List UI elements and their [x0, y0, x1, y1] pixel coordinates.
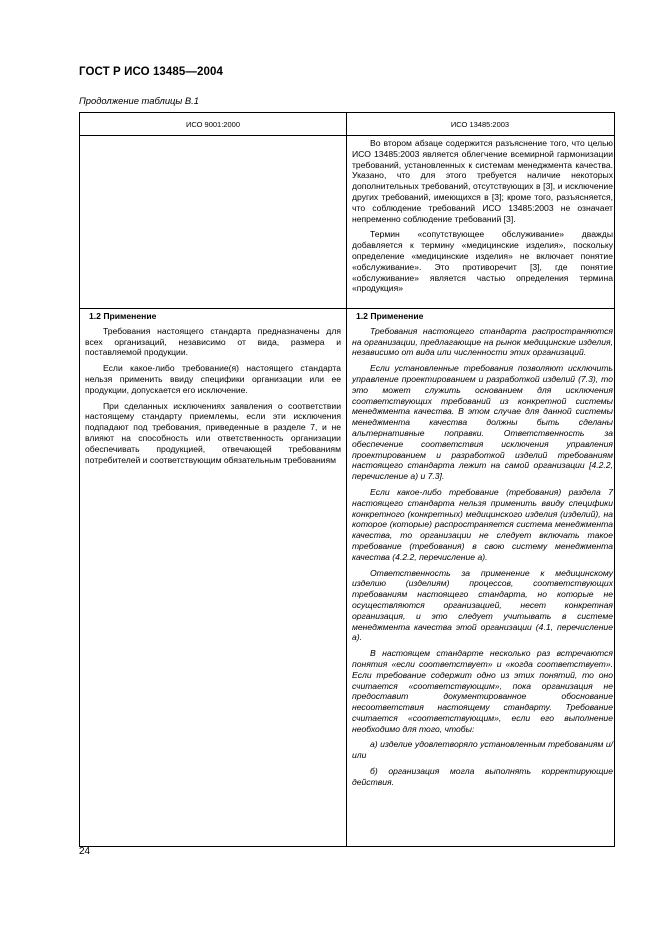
list-item: б) организация могла выполнять корректирующие действия. [352, 766, 613, 787]
section-heading: 1.2 Применение [356, 311, 424, 321]
row2-left-cell [85, 311, 341, 470]
column-divider [346, 113, 347, 846]
paragraph: Во втором абзаце содержится разъяснение того, что целью ИСО 13485:2003 является облегчение всемирной гармонизации требований, установленных к системам менеджмента качества. Указано, что для этого требуется наличие некоторых дополнительных требований, отсутствующих в [3], и исключение других требований, имеющихся в [3]; кроме того, разъясняется, что соблюдение требований ИСО 13485:2003 не означает непременно соблюдение требований [3]. [352, 138, 613, 224]
table-caption: Продолжение таблицы В.1 [79, 95, 199, 106]
list-item: а) изделие удовлетворяло установленным требованиям и/или [352, 739, 613, 761]
paragraph: Если какое-либо требование(я) настоящего стандарта нельзя применить ввиду специфики организации или ее продукции, допускается его исключение. [85, 363, 341, 395]
column-header-right: ИСО 13485:2003 [450, 120, 510, 129]
paragraph: При сделанных исключениях заявления о соответствии настоящему стандарту приемлемы, если эти исключения подпадают под требования, приведенные в разделе 7, и не влияют на способность или ответственность организации обеспечивать продукцией, отвечающей требованиям потребителей и соответствующим обязательным требованиям [85, 400, 341, 465]
paragraph: Ответственность за применение к медицинскому изделию (изделиям) процессов, соответствующих требованиям настоящего стандарта, но которые не осуществляются организацией, несет конкретная организация, и это следует учитывать в системе менеджмента качества этой организации (4.1, перечисление а). [352, 567, 613, 643]
section-heading: 1.2 Применение [89, 311, 157, 321]
comparison-table [79, 112, 615, 847]
document-title: ГОСТ Р ИСО 13485—2004 [79, 66, 224, 78]
paragraph: В настоящем стандарте несколько раз встречаются понятия «если соответствует» и «когда соответствует». Если требование содержит одно из этих понятий, то оно считается «соответствующим», пока организация не предоставит документированное обоснование несоответствия настоящему стандарту. Требование считается «соответствующим», если его выполнение необходимо для того, чтобы: [352, 648, 613, 734]
paragraph: Требования настоящего стандарта распространяются на организации, предлагающие на рынок медицинские изделия, независимо от вида или численности этих организаций. [352, 325, 613, 358]
paragraph: Если установленные требования позволяют исключить управление проектированием и разработкой изделий (7.3), то это может служить основанием для исключения соответствующих требований из конкретной системы менеджмента качества. В этом случае для данной системы менеджмента качества должны быть сделаны альтернативные поправки. Ответственность за обеспечение соответствия исключения управления проектированием и разработкой изделий требованиям настоящего стандарта лежит на самой организации [4.2.2, перечисление а) и 7.3]. [352, 363, 613, 482]
row-divider [80, 308, 614, 309]
header-divider [80, 135, 614, 136]
row1-right-cell [352, 138, 613, 299]
paragraph: Если какое-либо требование (требования) раздела 7 настоящего стандарта нельзя применить ввиду специфики конкретного (конкретных) медицинского изделия (изделий), на которое (которые) распространяется система менеджмента качества, то организации не следует включать такое требование (требования) в свою систему менеджмента качества (4.2.2, перечисление а). [352, 486, 613, 562]
paragraph: Термин «сопутствующее обслуживание» дважды добавляется к термину «медицинские изделия», поскольку определение «медицинские изделия» не включает понятие «обслуживание». Это противоречит [3], где понятие «обслуживание» является частью определения термина «продукция» [352, 229, 613, 294]
column-header-left: ИСО 9001:2000 [185, 120, 240, 129]
page-number: 24 [79, 846, 91, 857]
row2-right-cell [352, 311, 613, 793]
paragraph: Требования настоящего стандарта предназначены для всех организаций, независимо от вида, размера и поставляемой продукции. [85, 325, 341, 358]
